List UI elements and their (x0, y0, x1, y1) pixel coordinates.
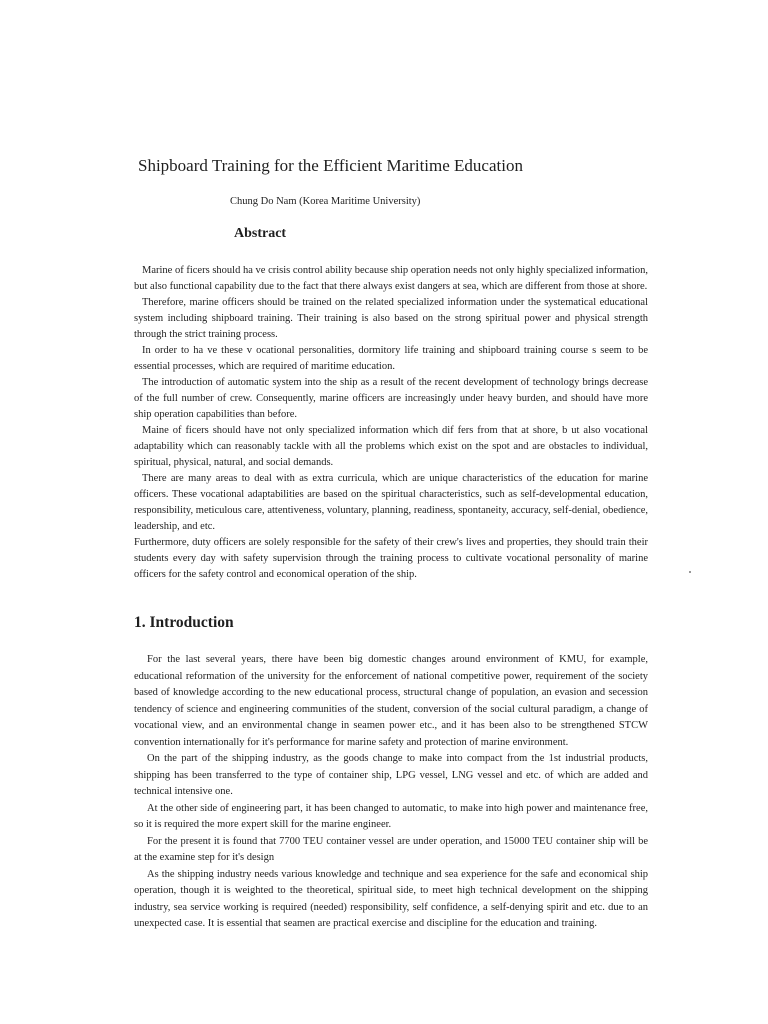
author-affiliation: Chung Do Nam (Korea Maritime University) (230, 196, 421, 207)
section-heading-introduction: 1. Introduction (134, 614, 234, 631)
abstract-paragraph: Furthermore, duty officers are solely responsible for the safety of their crew's lives and properties, they should train their students every day with safety supervision through the training process to cultivate vocational personality of marine officers for the safety control and economical operation of the ship. (134, 537, 648, 580)
abstract-heading: Abstract (234, 226, 287, 241)
abstract-paragraph: The introduction of automatic system into the ship as a result of the recent development of technology brings decrease of the full number of crew. Consequently, marine officers are increasingly under heavy burden, and should have more ship operation capabilities than before. (134, 377, 648, 420)
introduction-body (134, 652, 648, 933)
abstract-body (134, 263, 648, 583)
abstract-paragraph: There are many areas to deal with as extra curricula, which are unique characteristics of the education for marine officers. These vocational adaptabilities are based on the spiritual characteristics, such as self-developmental education, responsibility, meticulous care, attentiveness, voluntary, planning, readiness, spontaneity, accuracy, self-denial, obedience, leadership, and etc. (134, 473, 648, 532)
abstract-paragraph: Therefore, marine officers should be trained on the related specialized information under the systematical educational system including shipboard training. Their training is also based on the strong spiritual power and physical strength through the strict training process. (134, 297, 648, 340)
intro-paragraph: At the other side of engineering part, it has been changed to automatic, to make into high power and maintenance free, so it is required the more expert skill for the marine engineer. (134, 802, 648, 830)
abstract-paragraph: In order to ha ve these v ocational personalities, dormitory life training and shipboard training course s seem to be essential processes, which are required of maritime education. (134, 345, 648, 372)
intro-paragraph: As the shipping industry needs various knowledge and technique and sea experience for the safe and economical ship operation, though it is weighted to the theoretical, spiritual side, to meet high technical development on the shipping industry, sea service working is required (needed) responsibility, self confidence, a self-denying spirit and etc. due to an unexpected case. It is essential that seamen are practical exercise and discipline for the education and training. (134, 868, 648, 929)
abstract-paragraph: Maine of ficers should have not only specialized information which dif fers from that at shore, b ut also vocational adaptability which can reasonably tackle with all the problems which exist on the spot and are obstacles to individual, spiritual, physical, natural, and social demands. (134, 425, 648, 468)
scan-speck (689, 571, 691, 573)
abstract-paragraph: Marine of ficers should ha ve crisis control ability because ship operation needs not only highly specialized information, but also functional capability due to the fact that there always exist dangers at sea, which are different from those at shore. (134, 265, 648, 292)
intro-paragraph: For the last several years, there have been big domestic changes around environment of KMU, for example, educational reformation of the university for the enforcement of national competitive power, requirement of the society based of knowledge according to the new educational process, structural change of population, an evasion and secession tendency of science and engineering communities of the student, conversion of the social cultural paradigm, a change of vocational view, and an environmental change in seamen power etc., and it has been also to be strengthened STCW convention internationally for it's performance for marine safety and protection of marine environment. (134, 654, 648, 748)
intro-paragraph: For the present it is found that 7700 TEU container vessel are under operation, and 15000 TEU container ship will be at the examine step for it's design (134, 835, 648, 863)
intro-paragraph: On the part of the shipping industry, as the goods change to make into compact from the 1st industrial products, shipping has been transferred to the type of container ship, LPG vessel, LNG vessel and etc. of which are added and technical intensive one. (134, 753, 648, 797)
paper-title: Shipboard Training for the Efficient Maritime Education (138, 156, 523, 175)
